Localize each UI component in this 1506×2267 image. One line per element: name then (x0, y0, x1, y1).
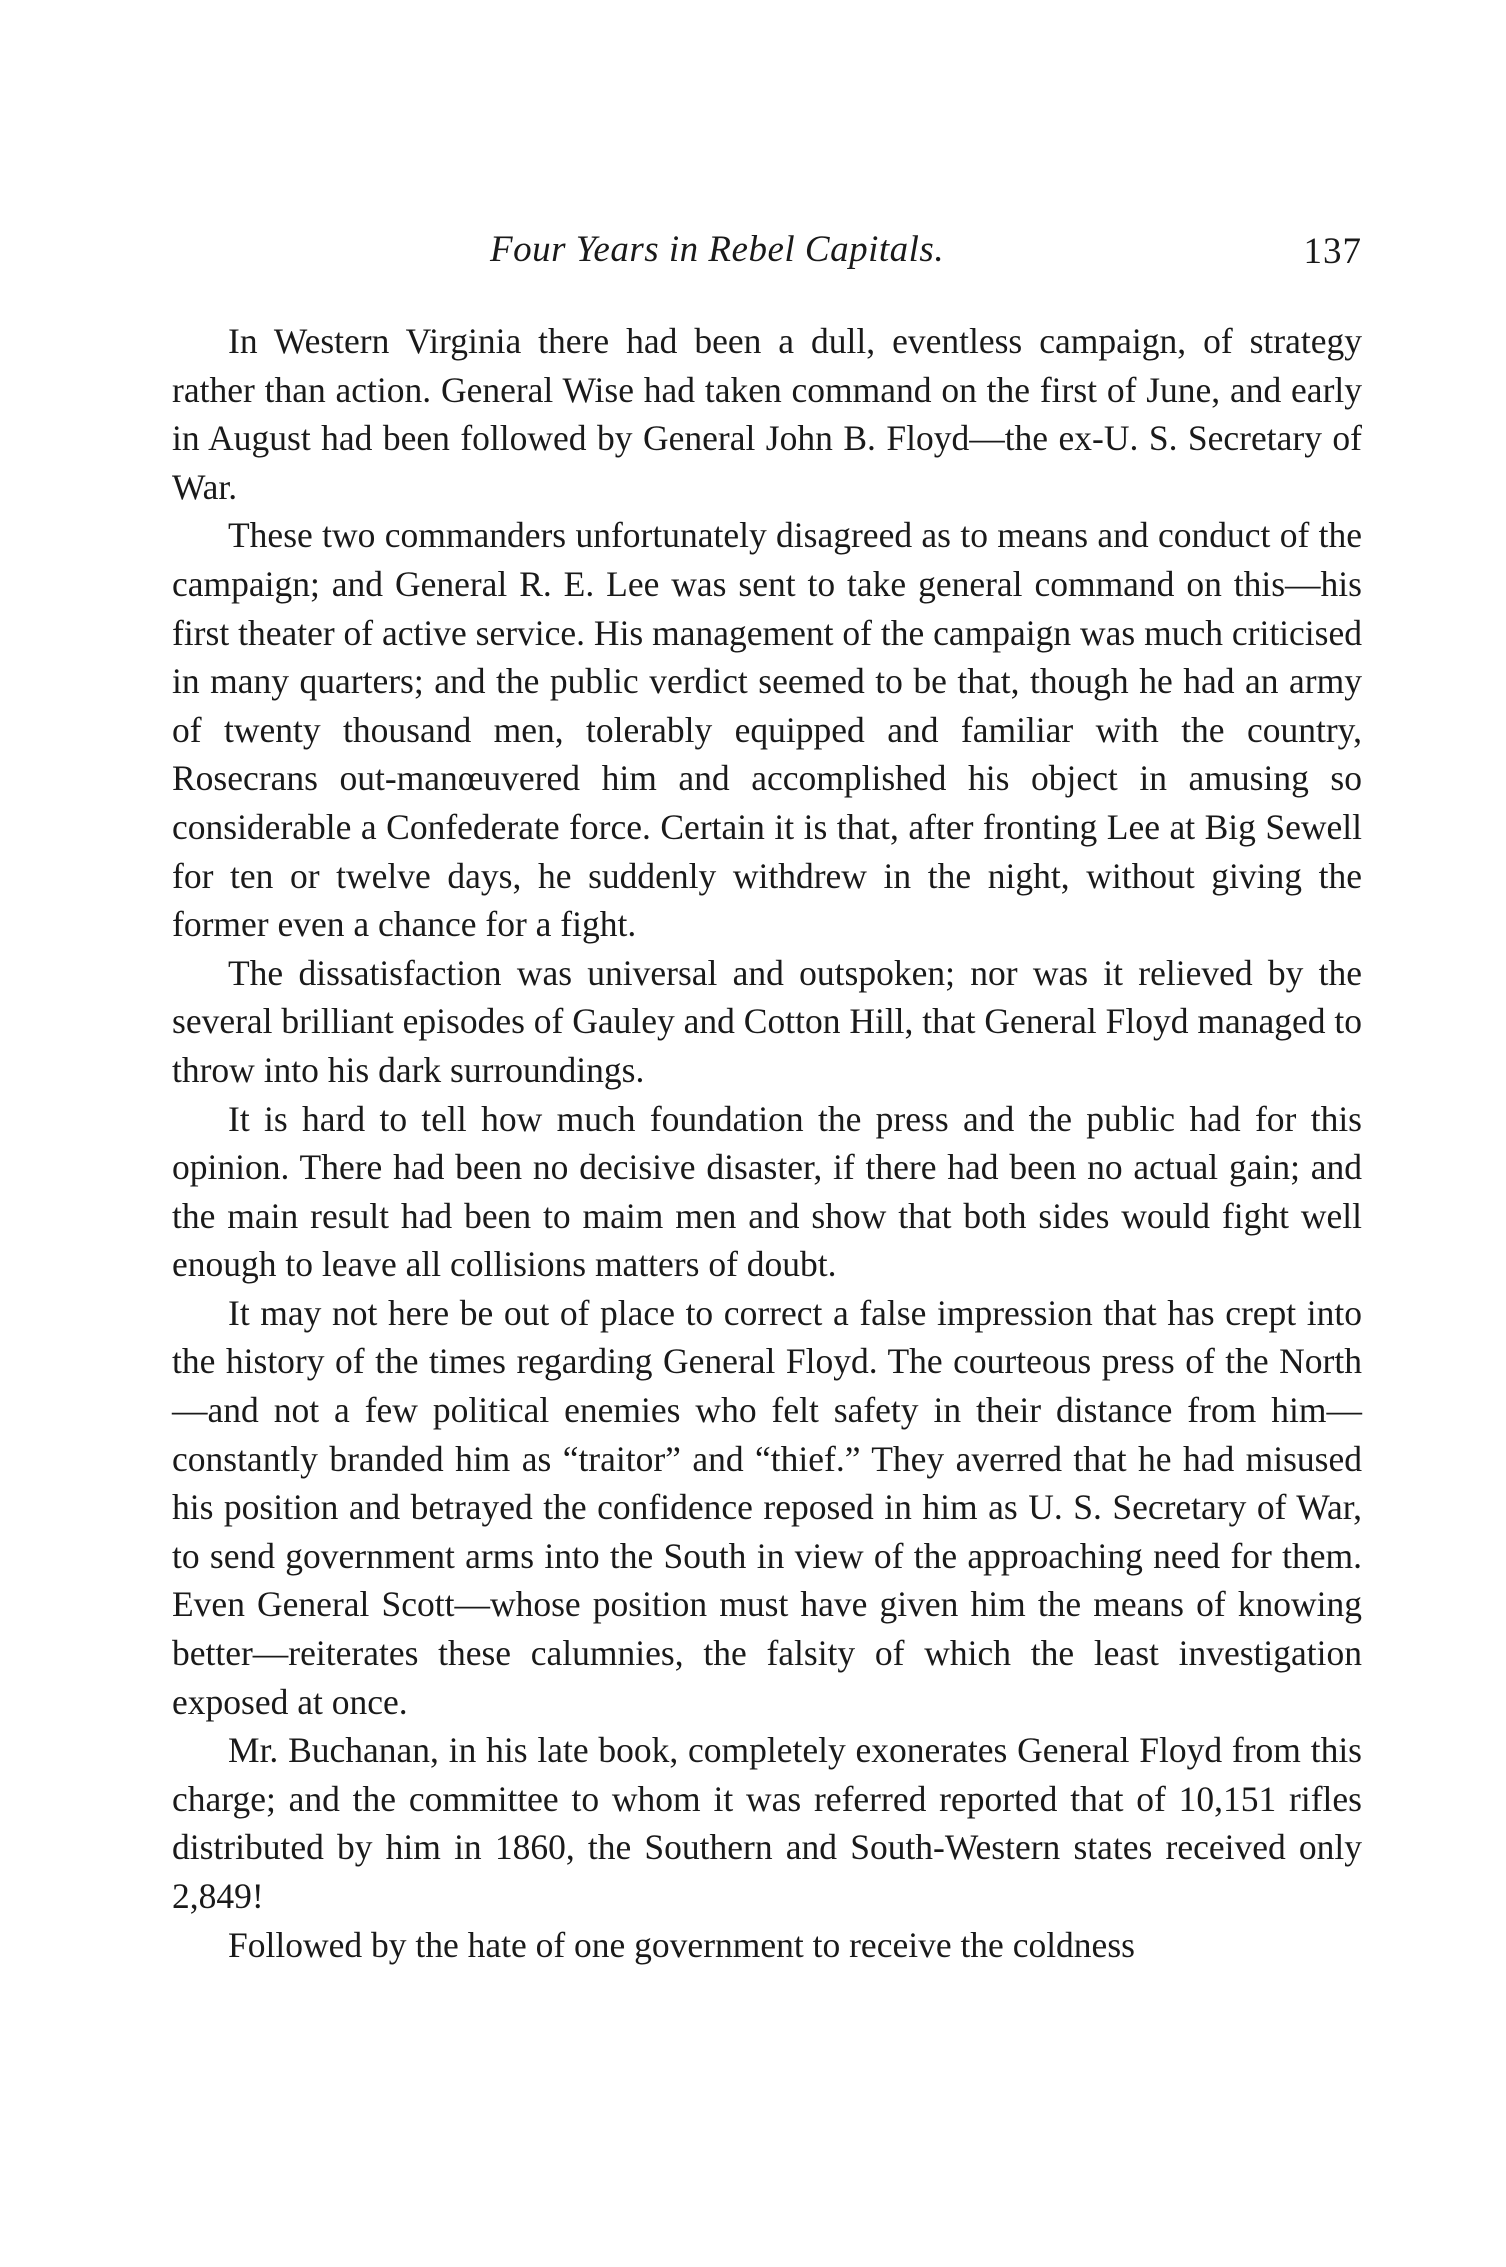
page-number: 137 (1303, 231, 1362, 272)
body-text (172, 317, 1362, 1969)
paragraph-commanders-disagreed: These two commanders unfortunately disagreed as to means and conduct of the campaign; and General R. E. Lee was sent to take general command on this—his first theater of active service. His management of the campaign was much criticised in many quarters; and the public verdict seemed to be that, though he had an army of twenty thousand men, tolerably equipped and familiar with the country, Rosecrans out-manœuvered him and accomplished his object in amusing so considerable a Confederate force. Certain it is that, after fronting Lee at Big Sewell for ten or twelve days, he suddenly withdrew in the night, without giving the former even a chance for a fight. (172, 515, 1362, 945)
paragraph-western-virginia: In Western Virginia there had been a dull, eventless campaign, of strategy rather than action. General Wise had taken command on the first of June, and early in August had been followed by General John B. Floyd—the ex-U. S. Secretary of War. (172, 321, 1362, 507)
paragraph-buchanan: Mr. Buchanan, in his late book, completely exonerates General Floyd from this charge; and the committee to whom it was referred reported that of 10,151 rifles distributed by him in 1860, the Southern and South-Western states received only 2,849! (172, 1730, 1362, 1916)
running-title: Four Years in Rebel Capitals. (490, 229, 945, 270)
paragraph-dissatisfaction: The dissatisfaction was universal and outspoken; nor was it relieved by the several brilliant episodes of Gauley and Cotton Hill, that General Floyd managed to throw into his dark surroundings. (172, 952, 1362, 1090)
paragraph-false-impression: It may not here be out of place to correct a false impression that has crept into the history of the times regarding General Floyd. The courteous press of the North—and not a few political enemies who felt safety in their distance from him—constantly branded him as “traitor” and “thief.” They averred that he had misused his position and betrayed the confidence reposed in him as U. S. Secretary of War, to send government arms into the South in view of the approaching need for them. Even General Scott—whose position must have given him the means of knowing better—reiterates these calumnies, the falsity of which the least investigation exposed at once. (172, 1292, 1362, 1722)
paragraph-press-opinion: It is hard to tell how much foundation the press and the public had for this opinion. There had been no decisive disaster, if there had been no actual gain; and the main result had been to maim men and show that both sides would fight well enough to leave all collisions matters of doubt. (172, 1098, 1362, 1285)
paragraph-followed-by-hate: Followed by the hate of one government to receive the coldness (228, 1924, 1135, 1965)
running-header (172, 228, 1362, 278)
